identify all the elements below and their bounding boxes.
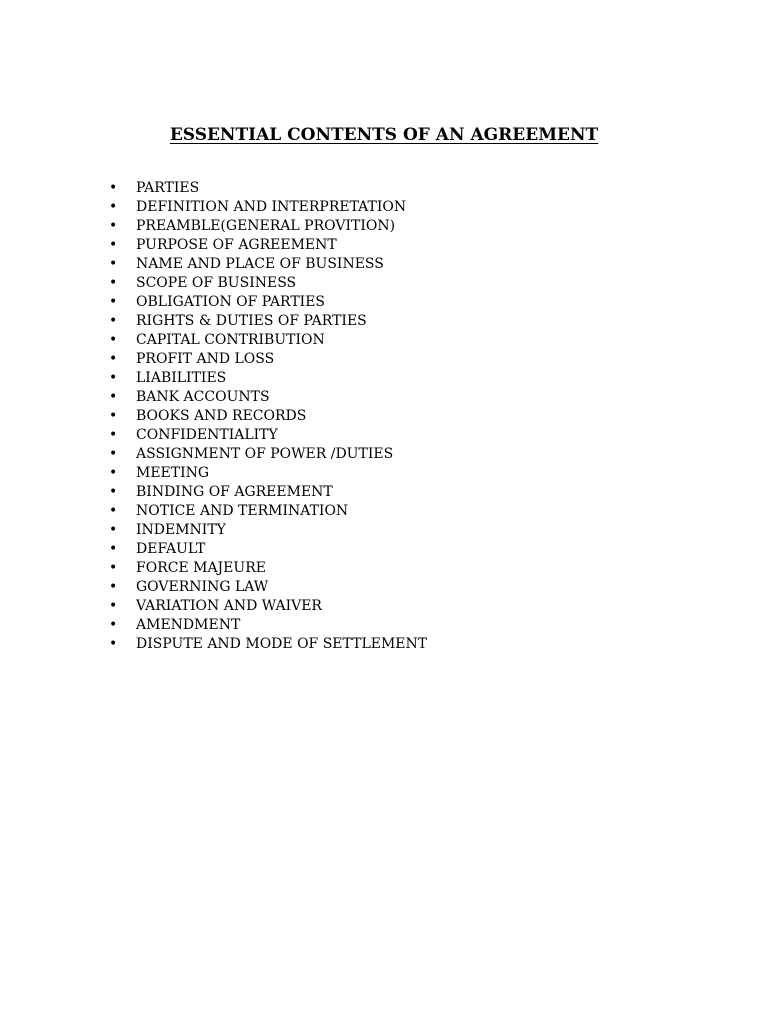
bullet-icon: •: [109, 332, 118, 348]
bullet-icon: •: [109, 294, 118, 310]
list-item-text: PARTIES: [136, 180, 200, 196]
bullet-icon: •: [109, 484, 118, 500]
bullet-icon: •: [109, 218, 118, 234]
list-item-text: MEETING: [136, 465, 210, 481]
list-item-text: PURPOSE OF AGREEMENT: [136, 237, 337, 253]
list-item-text: AMENDMENT: [136, 617, 241, 633]
bullet-icon: •: [109, 560, 118, 576]
list-item-text: LIABILITIES: [136, 370, 227, 386]
bullet-icon: •: [109, 351, 118, 367]
list-item-text: BINDING OF AGREEMENT: [136, 484, 333, 500]
bullet-icon: •: [109, 446, 118, 462]
bullet-icon: •: [109, 199, 118, 215]
list-item-text: SCOPE OF BUSINESS: [136, 275, 297, 291]
list-item-text: VARIATION AND WAIVER: [136, 598, 322, 614]
bullet-icon: •: [109, 370, 118, 386]
list-item-text: NAME AND PLACE OF BUSINESS: [136, 256, 384, 272]
bullet-icon: •: [109, 598, 118, 614]
list-item-text: GOVERNING LAW: [136, 579, 269, 595]
list-item-text: DEFAULT: [136, 541, 206, 557]
bullet-icon: •: [109, 275, 118, 291]
bullet-icon: •: [109, 636, 118, 652]
list-item-text: ASSIGNMENT OF POWER /DUTIES: [136, 446, 394, 462]
list-item-text: CONFIDENTIALITY: [136, 427, 278, 443]
list-item-text: NOTICE AND TERMINATION: [136, 503, 349, 519]
bullet-icon: •: [109, 180, 118, 196]
bullet-icon: •: [109, 503, 118, 519]
list-item-text: PREAMBLE(GENERAL PROVITION): [136, 218, 396, 234]
list-item-text: PROFIT AND LOSS: [136, 351, 275, 367]
bullet-icon: •: [109, 237, 118, 253]
page-title-text: ESSENTIAL CONTENTS OF AN AGREEMENT: [169, 125, 599, 145]
bullet-icon: •: [109, 579, 118, 595]
bullet-icon: •: [109, 408, 118, 424]
bullet-icon: •: [109, 617, 118, 633]
bullet-icon: •: [109, 313, 118, 329]
list-item-text: BANK ACCOUNTS: [136, 389, 270, 405]
bullet-icon: •: [109, 541, 118, 557]
list-item-text: CAPITAL CONTRIBUTION: [136, 332, 325, 348]
bullet-icon: •: [109, 389, 118, 405]
bullet-icon: •: [109, 465, 118, 481]
list-item-text: INDEMNITY: [136, 522, 226, 538]
list-item-text: BOOKS AND RECORDS: [136, 408, 307, 424]
list-item-text: FORCE MAJEURE: [136, 560, 266, 576]
bullet-icon: •: [109, 427, 118, 443]
list-item-text: RIGHTS & DUTIES OF PARTIES: [136, 313, 367, 329]
list-item-text: OBLIGATION OF PARTIES: [136, 294, 326, 310]
page-title: [0, 124, 768, 146]
bullet-icon: •: [109, 256, 118, 272]
list-item-text: DISPUTE AND MODE OF SETTLEMENT: [136, 636, 428, 652]
list-item-text: DEFINITION AND INTERPRETATION: [136, 199, 407, 215]
bullet-icon: •: [109, 522, 118, 538]
